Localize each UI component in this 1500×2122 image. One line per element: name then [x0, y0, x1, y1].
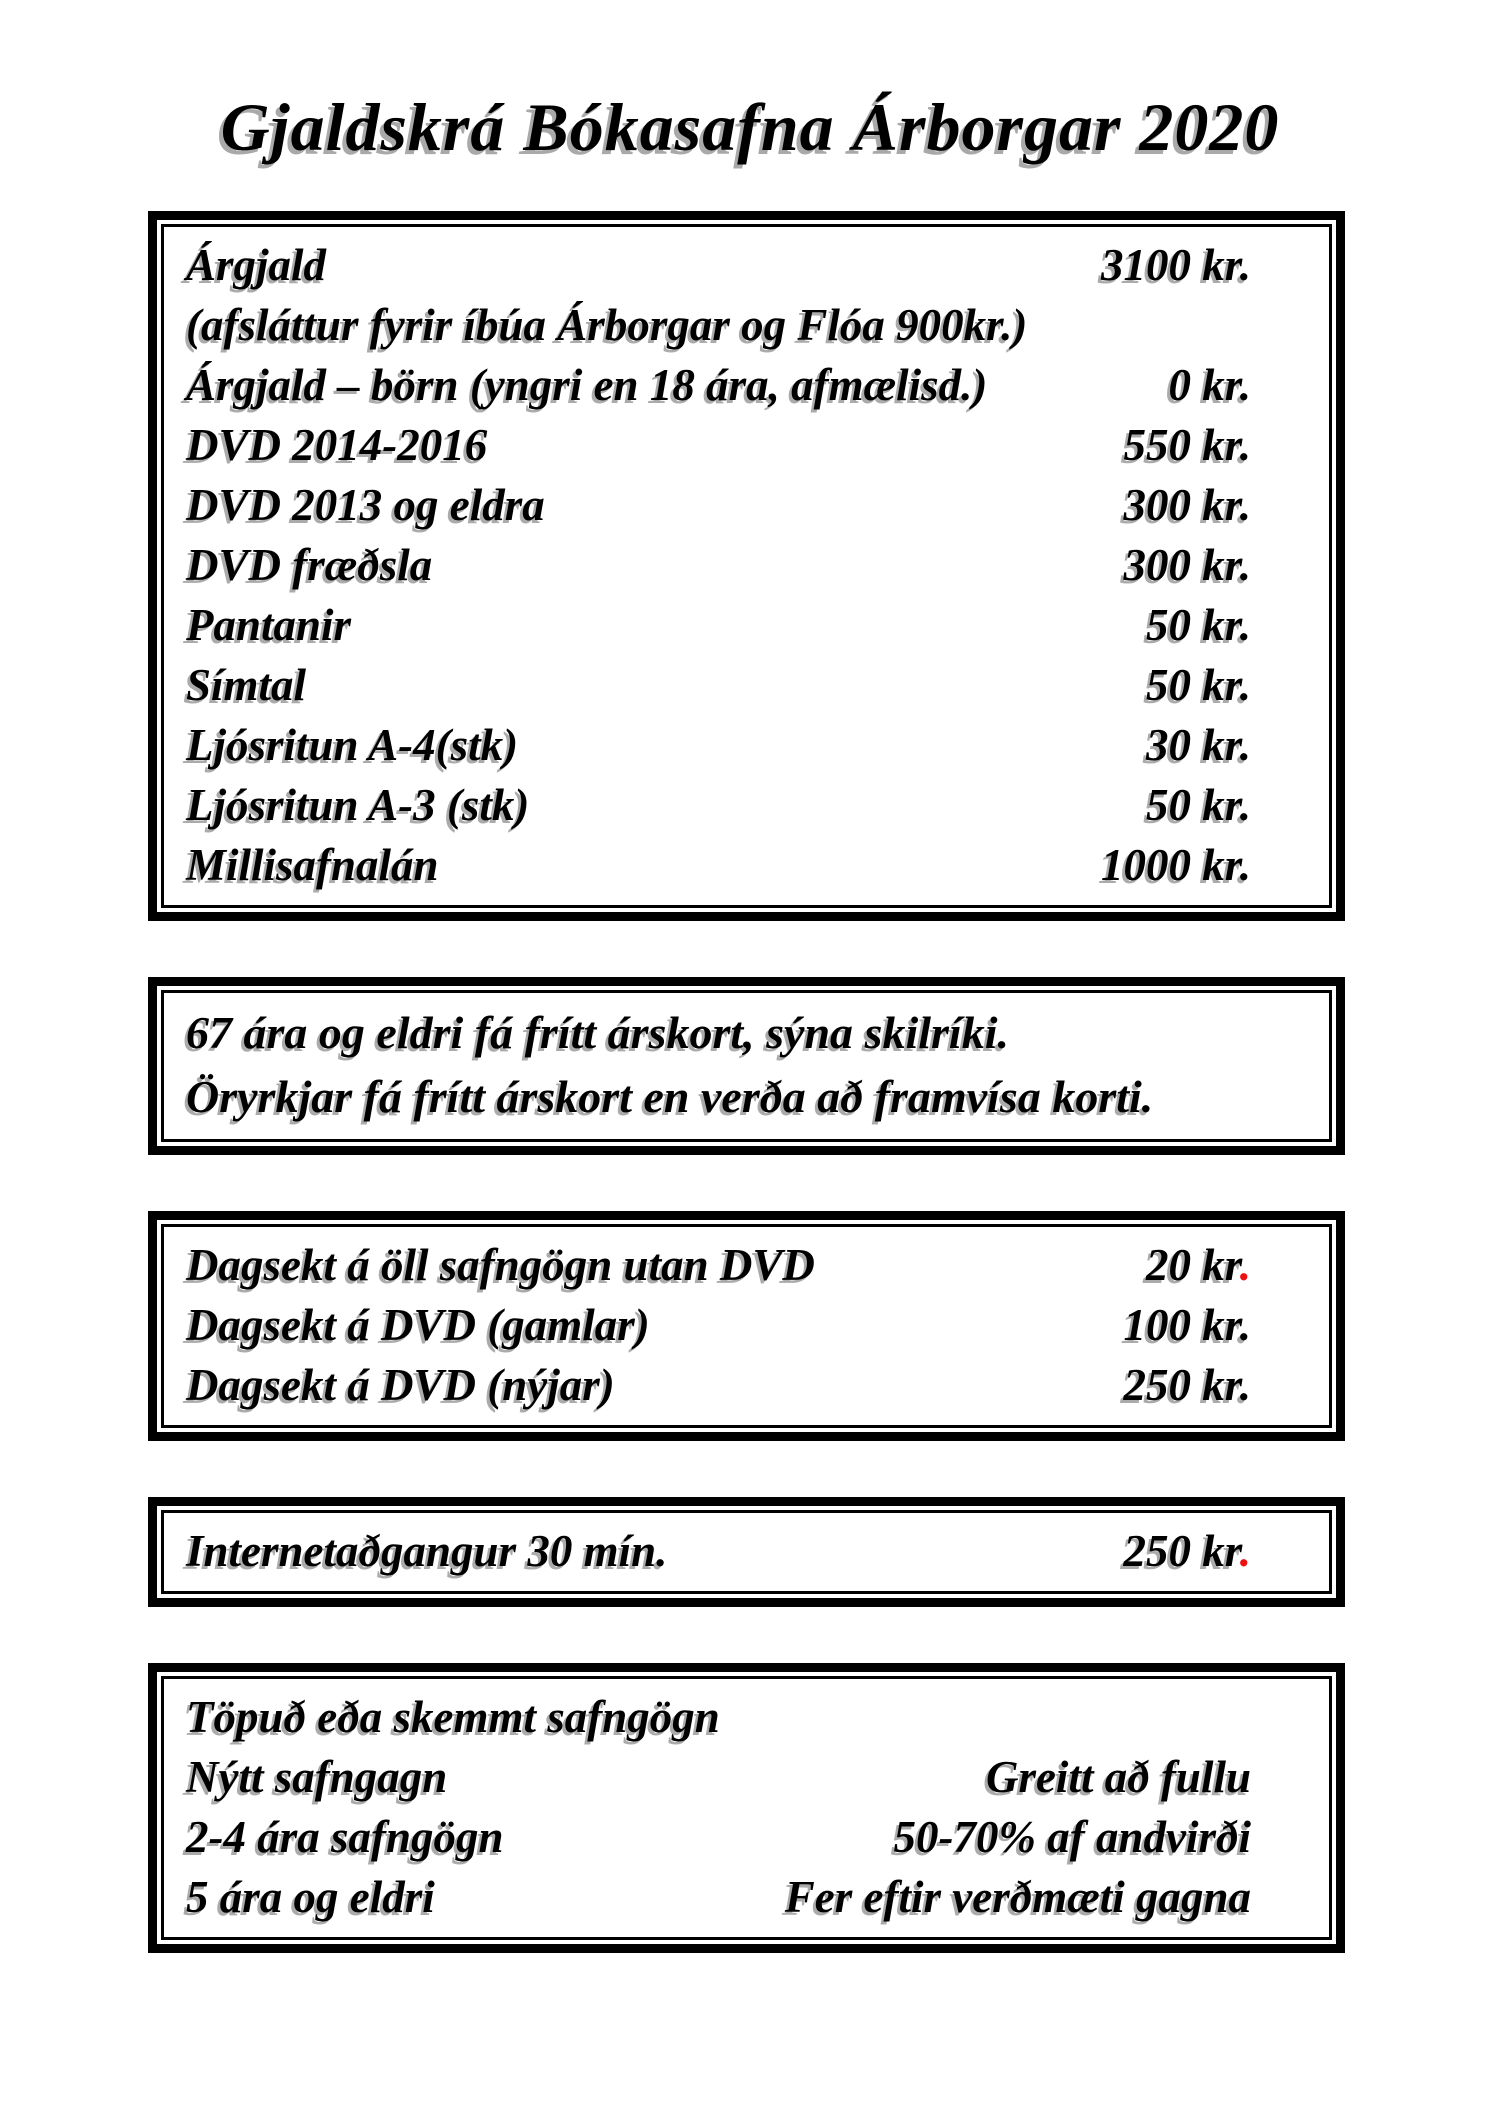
fee-label: Millisafnalán: [186, 840, 439, 890]
fee-label: Árgjald – börn (yngri en 18 ára, afmælisd.): [186, 360, 988, 410]
fee-row: [186, 535, 1251, 595]
lost-value: Greitt að fullu: [985, 1752, 1251, 1802]
fee-row: [186, 295, 1251, 355]
internet-access-box: [148, 1497, 1345, 1607]
fee-label: Ljósritun A-3 (stk): [186, 780, 530, 830]
fee-label: Pantanir: [186, 600, 352, 650]
internet-price: 250 kr.: [1123, 1526, 1251, 1576]
seniors-note-box: [148, 977, 1345, 1155]
lost-label: 2-4 ára safngögn: [186, 1812, 504, 1862]
fee-row: [186, 415, 1251, 475]
fee-price: 50 kr.: [1145, 600, 1251, 650]
lost-value: Fer eftir verðmæti gagna: [784, 1872, 1251, 1922]
fee-label: (afsláttur fyrir íbúa Árborgar og Flóa 900kr.): [186, 300, 1028, 350]
fine-label: Dagsekt á öll safngögn utan DVD: [186, 1240, 815, 1290]
fee-label: Ljósritun A-4(stk): [186, 720, 519, 770]
fee-row: [186, 355, 1251, 415]
lost-damaged-box: [148, 1663, 1345, 1953]
fine-row: [186, 1235, 1251, 1295]
fee-price: 3100 kr.: [1100, 240, 1251, 290]
period: .: [1239, 1360, 1251, 1410]
lost-row: [186, 1747, 1251, 1807]
fine-label: Dagsekt á DVD (gamlar): [186, 1300, 650, 1350]
lost-row: [186, 1807, 1251, 1867]
fee-row: [186, 475, 1251, 535]
lost-damaged-header: Töpuð eða skemmt safngögn: [186, 1692, 720, 1742]
fee-row: [186, 595, 1251, 655]
fee-row: [186, 655, 1251, 715]
overdue-fines-content: [161, 1224, 1332, 1428]
note-line: Öryrkjar fá frítt árskort en verða að framvísa korti.: [186, 1071, 1154, 1122]
fee-price: 50 kr.: [1145, 780, 1251, 830]
lost-label: Nýtt safngagn: [186, 1752, 448, 1802]
fee-label: Símtal: [186, 660, 307, 710]
internet-row: [186, 1521, 1251, 1581]
period: .: [1239, 1300, 1251, 1350]
fee-price: 30 kr.: [1145, 720, 1251, 770]
lost-label: 5 ára og eldri: [186, 1872, 435, 1922]
document-page: [0, 88, 1500, 2122]
fee-label: DVD 2013 og eldra: [186, 480, 545, 530]
fine-row: [186, 1295, 1251, 1355]
fee-row: [186, 235, 1251, 295]
fee-schedule-box: [148, 211, 1345, 921]
note-line: 67 ára og eldri fá frítt árskort, sýna skilríki.: [186, 1007, 1009, 1058]
red-period: .: [1239, 1526, 1251, 1576]
overdue-fines-box: [148, 1211, 1345, 1441]
page-title: Gjaldskrá Bókasafna Árborgar 2020: [220, 89, 1280, 165]
fine-price: 250 kr.: [1123, 1360, 1251, 1410]
internet-access-content: [161, 1510, 1332, 1594]
lost-value: 50-70% af andvirði: [893, 1812, 1251, 1862]
fine-row: [186, 1355, 1251, 1415]
fee-label: DVD fræðsla: [186, 540, 433, 590]
fee-price: 1000 kr.: [1100, 840, 1251, 890]
fee-price: 300 kr.: [1123, 540, 1251, 590]
fine-price: 20 kr.: [1145, 1240, 1251, 1290]
fee-schedule-content: [161, 224, 1332, 908]
fee-label: DVD 2014-2016: [186, 420, 488, 470]
fee-price: 0 kr.: [1168, 360, 1251, 410]
fee-price: 550 kr.: [1123, 420, 1251, 470]
fee-price: 300 kr.: [1123, 480, 1251, 530]
fine-price: 100 kr.: [1123, 1300, 1251, 1350]
seniors-note-content: [161, 990, 1332, 1142]
red-period: .: [1239, 1240, 1251, 1290]
fine-label: Dagsekt á DVD (nýjar): [186, 1360, 615, 1410]
fee-price: 50 kr.: [1145, 660, 1251, 710]
lost-damaged-content: [161, 1676, 1332, 1940]
fee-row: [186, 835, 1251, 895]
fee-row: [186, 715, 1251, 775]
fee-label: Árgjald: [186, 240, 327, 290]
lost-row: [186, 1867, 1251, 1927]
internet-label: Internetaðgangur 30 mín.: [186, 1526, 668, 1576]
fee-row: [186, 775, 1251, 835]
